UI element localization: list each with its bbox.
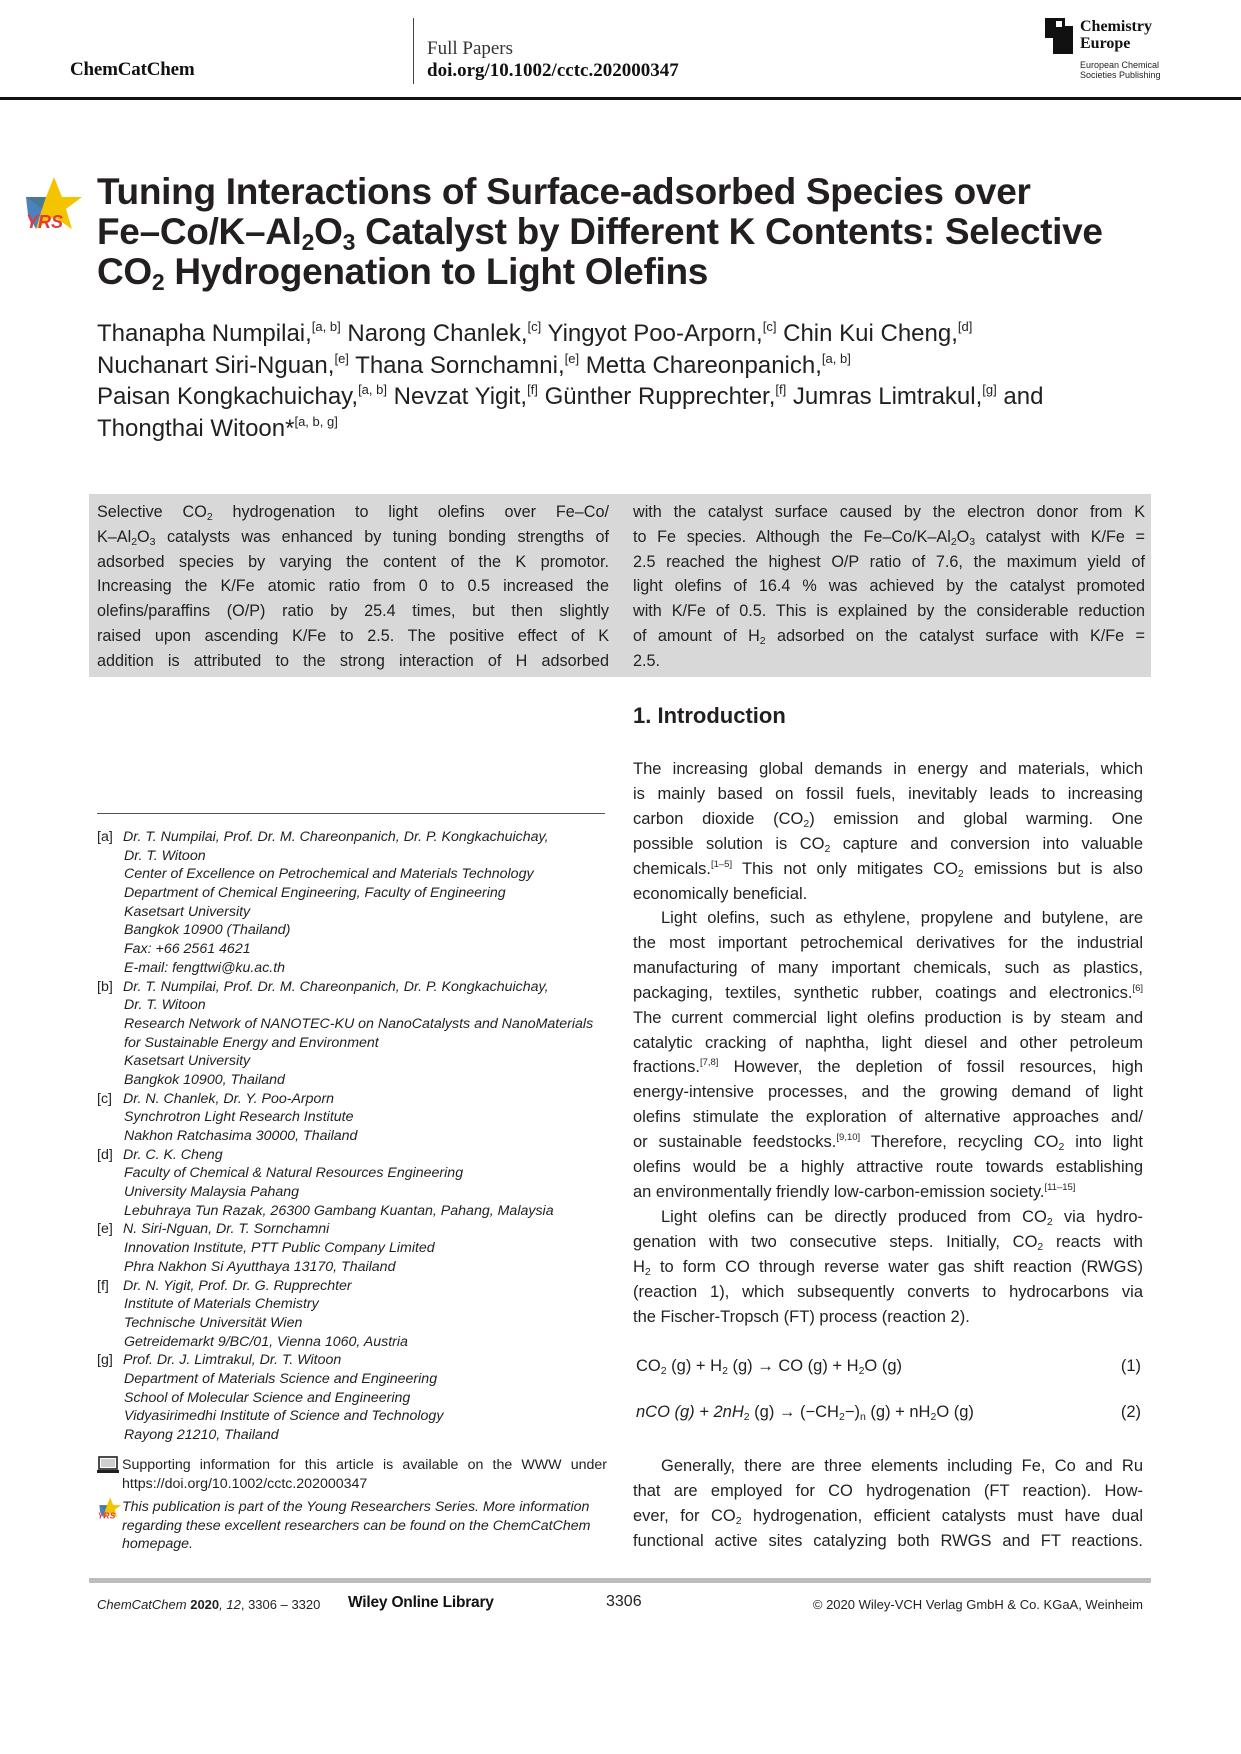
affiliation-text: Lebuhraya Tun Razak, 26300 Gambang Kuantan, Pahang, Malaysia (124, 1202, 554, 1219)
affiliation-line (97, 1183, 607, 1202)
affiliation-tag: [b] (97, 978, 113, 995)
affiliation-text: Bangkok 10900, Thailand (124, 1071, 285, 1088)
journal-name: ChemCatChem (70, 59, 195, 80)
author-name[interactable]: Narong Chanlek, (347, 320, 528, 347)
author-line-3: Paisan Kongkachuichay,[a, b] Nevzat Yigit,[f] Günther Rupprechter,[f] Jumras Limtrakul,[g] and (97, 382, 1044, 410)
yrs-badge-label: YRS (26, 212, 64, 232)
article-section: Full Papers (427, 38, 514, 59)
publisher-name-line1: Chemistry (1080, 18, 1152, 35)
article-title (97, 171, 1157, 295)
header-rule (0, 97, 1241, 100)
affiliation-text: Prof. Dr. J. Limtrakul, Dr. T. Witoon (123, 1352, 342, 1369)
affiliation-line (97, 1034, 607, 1053)
affiliation-text: Synchrotron Light Research Institute (124, 1109, 354, 1126)
abstract-right-column: with the catalyst surface caused by the electron donor from K to Fe species. Although the $Fe-Co/K-Al_2O_3$ catalyst with K/Fe = 2.5 reached the highest O/P ratio of 7.6, the maximum yield of light olefins of 16.4 % was achieved by the catalyst promoted with K/Fe of 0.5. This is explained by the considerable reduction of amount of $H_2$ adsorbed on the catalyst surface with K/Fe = 2.5. (633, 503, 1145, 670)
yrs-badge-icon (20, 175, 82, 239)
affiliation-text: Kasetsart University (124, 903, 251, 920)
author-line-4: Thongthai Witoon*[a, b, g] (97, 413, 338, 442)
affiliation-line (97, 1351, 607, 1370)
citation-ref[interactable]: [11–15] (1044, 1181, 1076, 1193)
author-name[interactable]: Nevzat Yigit, (393, 383, 528, 410)
publisher-name-line2: Europe (1080, 35, 1131, 52)
affiliation-text: Technische Universität Wien (124, 1314, 303, 1331)
footer-citation: ChemCatChem 2020, 12, 3306 – 3320 (97, 1597, 321, 1612)
intro-paragraph-3: Light olefins can be directly produced from $CO_2$ via hydro- genation with two consecutive steps. Initially, $CO_2$ reacts with $H_2$ to form CO through reverse water gas shift reaction (RWGS) (reaction 1), which subsequently converts to hydrocarbons via the Fischer-Tropsch (FT) process (reaction 2). (633, 1208, 1144, 1326)
affiliation-line (97, 959, 607, 978)
affiliation-text: Dr. N. Chanlek, Dr. Y. Poo-Arporn (123, 1090, 335, 1107)
affiliation-line (97, 903, 607, 922)
affiliation-line (97, 996, 607, 1015)
affiliation-text: Research Network of NANOTEC-KU on NanoCatalysts and NanoMaterials (124, 1015, 594, 1032)
intro-paragraph-2: Light olefins, such as ethylene, propylene and butylene, are the most important petrochemical derivatives for the industrial manufacturing of many important chemicals, such as plastics, packaging, textiles, synthetic rubber, coatings and electronics.[6] The current commercial light olefins production is by steam and catalytic cracking of naphtha, light diesel and other petroleum fractions.[7,8] However, the depletion of fossil resources, high energy-intensive processes, and the growing demand of light olefins stimulate the exploration of alternative approaches and/ or sustainable feedstocks.[9,10] Therefore, recycling $CO_2$ into light olefins would be a highly attractive route towards establishing an environmentally friendly low-carbon-emission society.[11–15] (633, 909, 1144, 1201)
affiliation-list (97, 828, 607, 1445)
affiliation-line (97, 884, 607, 903)
affiliation-line (97, 1015, 607, 1034)
affiliation-text: Phra Nakhon Si Ayutthaya 13170, Thailand (124, 1258, 396, 1275)
affiliation-line (97, 1426, 607, 1445)
affiliation-text: Rayong 21210, Thailand (124, 1427, 279, 1443)
affiliation-text: University Malaysia Pahang (124, 1184, 300, 1201)
affiliation-line (97, 978, 607, 997)
author-name[interactable]: Thongthai Witoon* (97, 414, 295, 442)
affiliation-tag: [d] (97, 1146, 113, 1163)
affiliation-line (97, 1370, 607, 1389)
affiliation-text: Department of Materials Science and Engineering (124, 1370, 438, 1387)
affiliation-line (97, 1389, 607, 1408)
citation-ref[interactable]: [9,10] (836, 1132, 861, 1144)
affiliation-text: Dr. C. K. Cheng (123, 1146, 223, 1163)
author-name[interactable]: Chin Kui Cheng, (783, 320, 958, 347)
publisher-sub-line1: European Chemical (1080, 60, 1160, 70)
affiliation-tag: [f] (97, 1277, 109, 1294)
yrs-small-badge-label: YRS (97, 1510, 116, 1521)
citation-ref[interactable]: [7,8] (699, 1057, 719, 1069)
affiliation-line (97, 940, 607, 959)
author-name[interactable]: Nuchanart Siri-Nguan, (97, 351, 335, 379)
affiliation-text: School of Molecular Science and Engineering (124, 1389, 411, 1406)
affiliation-line (97, 921, 607, 940)
intro-paragraph-1: The increasing global demands in energy and materials, which is mainly based on fossil fuels, inevitably leads to increasing carbon dioxide $(CO_2)$ emission and global warming. One possible solution is $CO_2$ capture and conversion into valuable chemicals.[1–5] This not only mitigates $CO_2$ emissions but is also economically beneficial. (633, 760, 1143, 903)
citation-ref[interactable]: [1–5] (710, 858, 733, 870)
affiliation-text: Dr. T. Witoon (124, 997, 206, 1014)
affiliation-line (97, 1333, 607, 1352)
author-name[interactable]: Paisan Kongkachuichay, (97, 383, 359, 410)
affiliation-line (97, 1277, 607, 1296)
footer-rule (89, 1578, 1151, 1583)
publisher-sub-line2: Societies Publishing (1080, 70, 1161, 80)
author-name[interactable]: Yingyot Poo-Arporn, (547, 320, 763, 347)
affiliation-text: Kasetsart University (124, 1053, 251, 1070)
citation-ref[interactable]: [6] (1132, 982, 1143, 994)
wiley-online-library-link[interactable]: Wiley Online Library (348, 1594, 494, 1611)
affiliation-line (97, 1071, 607, 1090)
header-divider (413, 18, 414, 84)
affiliation-line (97, 1239, 607, 1258)
affiliation-line (97, 1258, 607, 1277)
chemistry-europe-icon (1045, 18, 1073, 54)
affiliation-rule (97, 813, 605, 814)
author-line-2: Nuchanart Siri-Nguan,[e] Thana Sornchamni,[e] Metta Chareonpanich,[a, b] (97, 350, 851, 379)
affiliation-tag: [a] (97, 829, 113, 845)
title-line-2: $Fe-Co/K-Al_2O_3$ Catalyst by Different K Contents: Selective (97, 211, 1103, 255)
equation-number: (1) (1120, 1357, 1141, 1375)
author-name[interactable]: Jumras Limtrakul, (792, 383, 983, 410)
title-line-1: Tuning Interactions of Surface-adsorbed Species over (97, 171, 1031, 212)
affiliation-text: Bangkok 10900 (Thailand) (124, 922, 291, 939)
affiliation-tag: [c] (97, 1090, 112, 1107)
intro-paragraph-4: Generally, there are three elements including Fe, Co and Ru that are employed for CO hydrogenation (FT reaction). How- ever, for $CO_2$ hydrogenation, efficient catalysts must have dual functional active sites catalyzing both RWGS and FT reactions. (633, 1457, 1144, 1550)
affiliation-text: Institute of Materials Chemistry (124, 1296, 319, 1313)
affiliation-text[interactable]: E-mail: fengttwi@ku.ac.th (124, 959, 286, 976)
affiliation-text: Getreidemarkt 9/BC/01, Vienna 1060, Austria (124, 1333, 408, 1350)
affiliation-text: Dr. T. Numpilai, Prof. Dr. M. Chareonpanich, Dr. P. Kongkachuichay, (123, 829, 549, 845)
section-heading-introduction: 1. Introduction (633, 703, 786, 728)
affiliation-text: Vidyasirimedhi Institute of Science and Technology (124, 1408, 444, 1425)
affiliation-text: Faculty of Chemical & Natural Resources Engineering (124, 1165, 464, 1182)
affiliation-line (97, 1164, 607, 1183)
affiliation-line (97, 828, 607, 847)
yrs-small-badge-icon (97, 1496, 121, 1522)
affiliation-tag: [e] (97, 1221, 113, 1238)
author-name[interactable]: Thanapha Numpilai, (97, 320, 312, 347)
affiliation-text: for Sustainable Energy and Environment (124, 1034, 379, 1051)
affiliation-line (97, 1146, 607, 1165)
affiliation-line (97, 1127, 607, 1146)
affiliation-line (97, 1407, 607, 1426)
affiliation-line (97, 1090, 607, 1109)
affiliation-tag: [g] (97, 1352, 113, 1369)
affiliation-text: Nakhon Ratchasima 30000, Thailand (124, 1128, 358, 1144)
affiliation-line (97, 1052, 607, 1071)
author-list (97, 318, 1147, 444)
affiliation-line (97, 865, 607, 884)
author-line-1: Thanapha Numpilai,[a, b] Narong Chanlek,[c] Yingyot Poo-Arporn,[c] Chin Kui Cheng,[d] (97, 319, 973, 347)
affiliation-line (97, 1108, 607, 1127)
affiliation-text: Dr. T. Numpilai, Prof. Dr. M. Chareonpanich, Dr. P. Kongkachuichay, (123, 978, 549, 995)
affiliation-line (97, 847, 607, 866)
supporting-info-link[interactable]: https://doi.org/10.1002/cctc.202000347 (122, 1475, 368, 1492)
equation-1: $CO_2$ $(g) + H_2$ (g) → CO $(g) + H_2O$ (g) (1) (636, 1357, 1141, 1377)
computer-icon (97, 1456, 119, 1474)
doi-link[interactable]: doi.org/10.1002/cctc.202000347 (427, 60, 679, 81)
affiliation-line (97, 1295, 607, 1314)
page-number: 3306 (606, 1593, 642, 1610)
equation-2: nCO $(g) + 2nH_2$ $(g) \to (-CH_2-)_n$ $(g) + nH_2O$ (g) (2) (636, 1403, 1141, 1423)
title-line-3: $CO_2$ Hydrogenation to Light Olefins (97, 251, 709, 295)
affiliation-text: N. Siri-Nguan, Dr. T. Sornchamni (123, 1221, 330, 1238)
affiliation-line (97, 1220, 607, 1239)
affiliation-text: Department of Chemical Engineering, Faculty of Engineering (124, 885, 506, 902)
affiliation-text: Fax: +66 2561 4621 (124, 941, 251, 958)
affiliation-text: Innovation Institute, PTT Public Company Limited (124, 1240, 435, 1257)
copyright-notice: © 2020 Wiley-VCH Verlag GmbH & Co. KGaA, Weinheim (812, 1597, 1143, 1612)
affiliation-text: Dr. T. Witoon (124, 847, 206, 864)
affiliation-line (97, 1202, 607, 1221)
affiliation-line (97, 1314, 607, 1333)
equation-number: (2) (1120, 1403, 1141, 1421)
author-name[interactable]: Metta Chareonpanich, (585, 351, 822, 379)
affiliation-text: Dr. N. Yigit, Prof. Dr. G. Rupprechter (123, 1277, 352, 1294)
publisher-logo[interactable] (1045, 18, 1175, 82)
affiliation-text: Center of Excellence on Petrochemical and Materials Technology (124, 866, 534, 883)
abstract-left-column: Selective $CO_2$ hydrogenation to light olefins over Fe–Co/ $K-Al_2O_3$ catalysts was enhanced by tuning bonding strengths of adsorbed species by varying the content of the K promotor. Increasing the K/Fe atomic ratio from 0 to 0.5 increased the olefins/paraffins (O/P) ratio by 25.4 times, but then slightly raised upon ascending K/Fe to 2.5. The positive effect of K addition is attributed to the strong interaction of H adsorbed (97, 503, 609, 670)
author-name[interactable]: Günther Rupprechter, (544, 383, 776, 410)
author-name[interactable]: Thana Sornchamni, (355, 351, 565, 379)
